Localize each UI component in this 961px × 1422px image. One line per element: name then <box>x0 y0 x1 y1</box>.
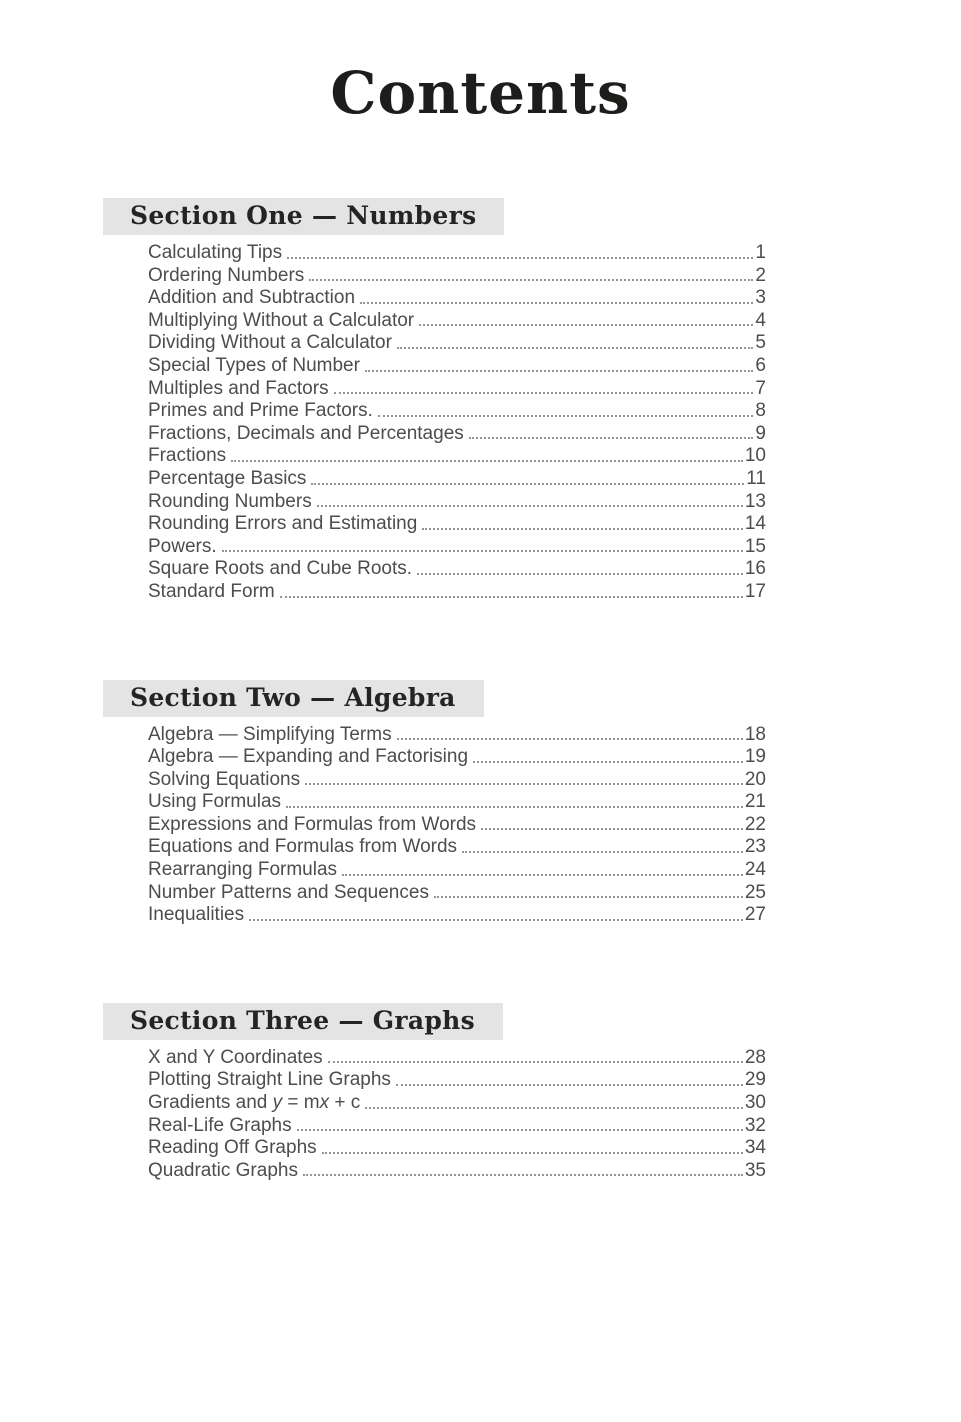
toc-entry <box>148 724 766 747</box>
entry-title: Fractions, Decimals and Percentages <box>148 422 464 444</box>
toc-entry <box>148 310 766 333</box>
entry-title: Reading Off Graphs <box>148 1137 317 1159</box>
toc-entry <box>148 791 766 814</box>
entry-title: Plotting Straight Line Graphs <box>148 1069 391 1091</box>
entry-page-number: 16 <box>744 558 766 580</box>
toc-entry <box>148 769 766 792</box>
dot-leader <box>397 347 753 349</box>
entry-title: Real-Life Graphs <box>148 1114 292 1136</box>
section-heading: Section Three — Graphs <box>130 1005 476 1035</box>
entry-title: Quadratic Graphs <box>148 1159 298 1181</box>
entry-title: Fractions <box>148 445 227 467</box>
entry-page-number: 11 <box>746 467 766 489</box>
entry-title: Solving Equations <box>148 768 301 790</box>
dot-leader <box>322 1152 743 1154</box>
toc-entry <box>148 581 766 604</box>
dot-leader <box>397 738 743 740</box>
entry-page-number: 28 <box>744 1046 766 1068</box>
toc-entry <box>148 836 766 859</box>
toc-entry <box>148 423 766 446</box>
dot-leader <box>328 1061 743 1063</box>
toc-entry <box>148 882 766 905</box>
entry-title-segment: + c <box>329 1092 361 1114</box>
toc-entries <box>148 724 766 927</box>
dot-leader <box>287 257 753 259</box>
toc-entry <box>148 558 766 581</box>
entry-page-number: 18 <box>744 723 766 745</box>
entry-page-number: 2 <box>755 264 766 286</box>
dot-leader <box>365 370 753 372</box>
section-heading-row <box>103 1003 961 1040</box>
entry-page-number: 20 <box>744 768 766 790</box>
entry-title: X and Y Coordinates <box>148 1046 323 1068</box>
entry-title: Calculating Tips <box>148 242 283 263</box>
toc-entry <box>148 513 766 536</box>
section-heading-bar <box>103 1003 503 1040</box>
entry-title: Inequalities <box>148 904 245 926</box>
table-of-contents <box>0 198 961 1182</box>
dot-leader <box>417 573 743 575</box>
toc-entry <box>148 1047 766 1070</box>
toc-entry <box>148 468 766 491</box>
entry-page-number: 27 <box>744 904 766 926</box>
entry-title: Rearranging Formulas <box>148 859 338 881</box>
toc-sections <box>0 198 961 1182</box>
section-heading: Section Two — Algebra <box>130 682 456 712</box>
dot-leader <box>222 550 743 552</box>
entry-page-number: 4 <box>755 309 766 331</box>
entry-page-number: 32 <box>744 1114 766 1136</box>
entry-page-number: 35 <box>744 1159 766 1181</box>
entry-title: Primes and Prime Factors. <box>148 400 373 422</box>
toc-entry <box>148 1069 766 1092</box>
toc-entry <box>148 1160 766 1183</box>
entry-title: Number Patterns and Sequences <box>148 881 429 903</box>
dot-leader <box>305 783 743 785</box>
entry-page-number: 8 <box>755 400 766 422</box>
entry-page-number: 10 <box>744 445 766 467</box>
entry-title: Multiples and Factors <box>148 377 329 399</box>
dot-leader <box>462 851 743 853</box>
dot-leader <box>286 806 743 808</box>
section-heading-bar <box>103 198 504 235</box>
dot-leader <box>396 1084 743 1086</box>
dot-leader <box>434 896 743 898</box>
entry-title: Using Formulas <box>148 791 282 813</box>
section-heading-bar <box>103 680 484 717</box>
toc-entry <box>148 814 766 837</box>
entry-page-number: 34 <box>744 1137 766 1159</box>
section-heading-row <box>103 680 961 717</box>
dot-leader <box>280 596 743 598</box>
toc-entry <box>148 445 766 468</box>
toc-entry <box>148 378 766 401</box>
entry-title-segment-italic: y <box>272 1092 283 1114</box>
entry-title-segment-italic: x <box>319 1092 330 1114</box>
dot-leader <box>249 919 743 921</box>
toc-entry <box>148 1115 766 1138</box>
toc-entry <box>148 1092 766 1115</box>
toc-entry <box>148 904 766 927</box>
entry-page-number: 1 <box>755 242 766 263</box>
entry-page-number: 9 <box>755 422 766 444</box>
dot-leader <box>311 483 744 485</box>
entry-page-number: 22 <box>744 813 766 835</box>
toc-entry <box>148 536 766 559</box>
entry-title-segment: = m <box>282 1092 320 1114</box>
entry-title: Special Types of Number <box>148 354 360 376</box>
entry-title: Ordering Numbers <box>148 264 305 286</box>
dot-leader <box>469 437 754 439</box>
dot-leader <box>342 874 743 876</box>
entry-title: Standard Form <box>148 580 275 602</box>
toc-entry <box>148 400 766 423</box>
entry-title: Rounding Errors and Estimating <box>148 513 418 535</box>
entry-title: Algebra — Expanding and Factorising <box>148 746 469 768</box>
dot-leader <box>419 324 753 326</box>
toc-section-section-three-graphs <box>0 1003 961 1183</box>
entry-page-number: 21 <box>744 791 766 813</box>
toc-section-section-two-algebra <box>0 680 961 927</box>
entry-title: Powers. <box>148 535 217 557</box>
dot-leader <box>378 415 754 417</box>
dot-leader <box>473 761 743 763</box>
entry-title: Expressions and Formulas from Words <box>148 813 477 835</box>
entry-page-number: 15 <box>744 535 766 557</box>
entry-page-number: 5 <box>755 332 766 354</box>
dot-leader <box>360 302 753 304</box>
entry-page-number: 19 <box>744 746 766 768</box>
entry-page-number: 17 <box>744 580 766 602</box>
dot-leader <box>317 505 743 507</box>
dot-leader <box>365 1107 743 1109</box>
toc-entry <box>148 491 766 514</box>
entry-page-number: 25 <box>744 881 766 903</box>
entry-title: Rounding Numbers <box>148 490 312 512</box>
page-title: Contents <box>330 59 631 127</box>
toc-entry <box>148 859 766 882</box>
dot-leader <box>481 828 743 830</box>
toc-entry <box>148 332 766 355</box>
entry-page-number: 24 <box>744 859 766 881</box>
toc-entry <box>148 1137 766 1160</box>
entry-title: Addition and Subtraction <box>148 287 356 309</box>
entry-page-number: 13 <box>744 490 766 512</box>
entry-title: Dividing Without a Calculator <box>148 332 392 354</box>
entry-title: Multiplying Without a Calculator <box>148 309 415 331</box>
entry-page-number: 30 <box>744 1092 766 1114</box>
entry-title-segment: Gradients and <box>148 1092 273 1114</box>
toc-entry <box>148 265 766 288</box>
dot-leader <box>231 460 743 462</box>
entry-page-number: 29 <box>744 1069 766 1091</box>
section-heading: Section One — Numbers <box>130 201 477 230</box>
entry-title: Algebra — Simplifying Terms <box>148 723 392 745</box>
section-heading-row <box>103 198 961 235</box>
dot-leader <box>303 1174 743 1176</box>
entry-title: Equations and Formulas from Words <box>148 836 458 858</box>
entry-page-number: 23 <box>744 836 766 858</box>
entry-title: Square Roots and Cube Roots. <box>148 558 413 580</box>
toc-entry <box>148 287 766 310</box>
entry-page-number: 3 <box>755 287 766 309</box>
toc-section-section-one-numbers <box>0 198 961 604</box>
dot-leader <box>309 279 753 281</box>
entry-page-number: 14 <box>744 513 766 535</box>
toc-entry <box>148 746 766 769</box>
entry-title <box>148 1092 360 1115</box>
entry-page-number: 7 <box>755 377 766 399</box>
toc-entry <box>148 355 766 378</box>
toc-entry <box>148 242 766 265</box>
dot-leader <box>297 1129 743 1131</box>
dot-leader <box>422 528 743 530</box>
toc-entries <box>148 242 766 604</box>
entry-page-number: 6 <box>755 354 766 376</box>
entry-title: Percentage Basics <box>148 467 307 489</box>
toc-entries <box>148 1047 766 1183</box>
dot-leader <box>334 392 754 394</box>
